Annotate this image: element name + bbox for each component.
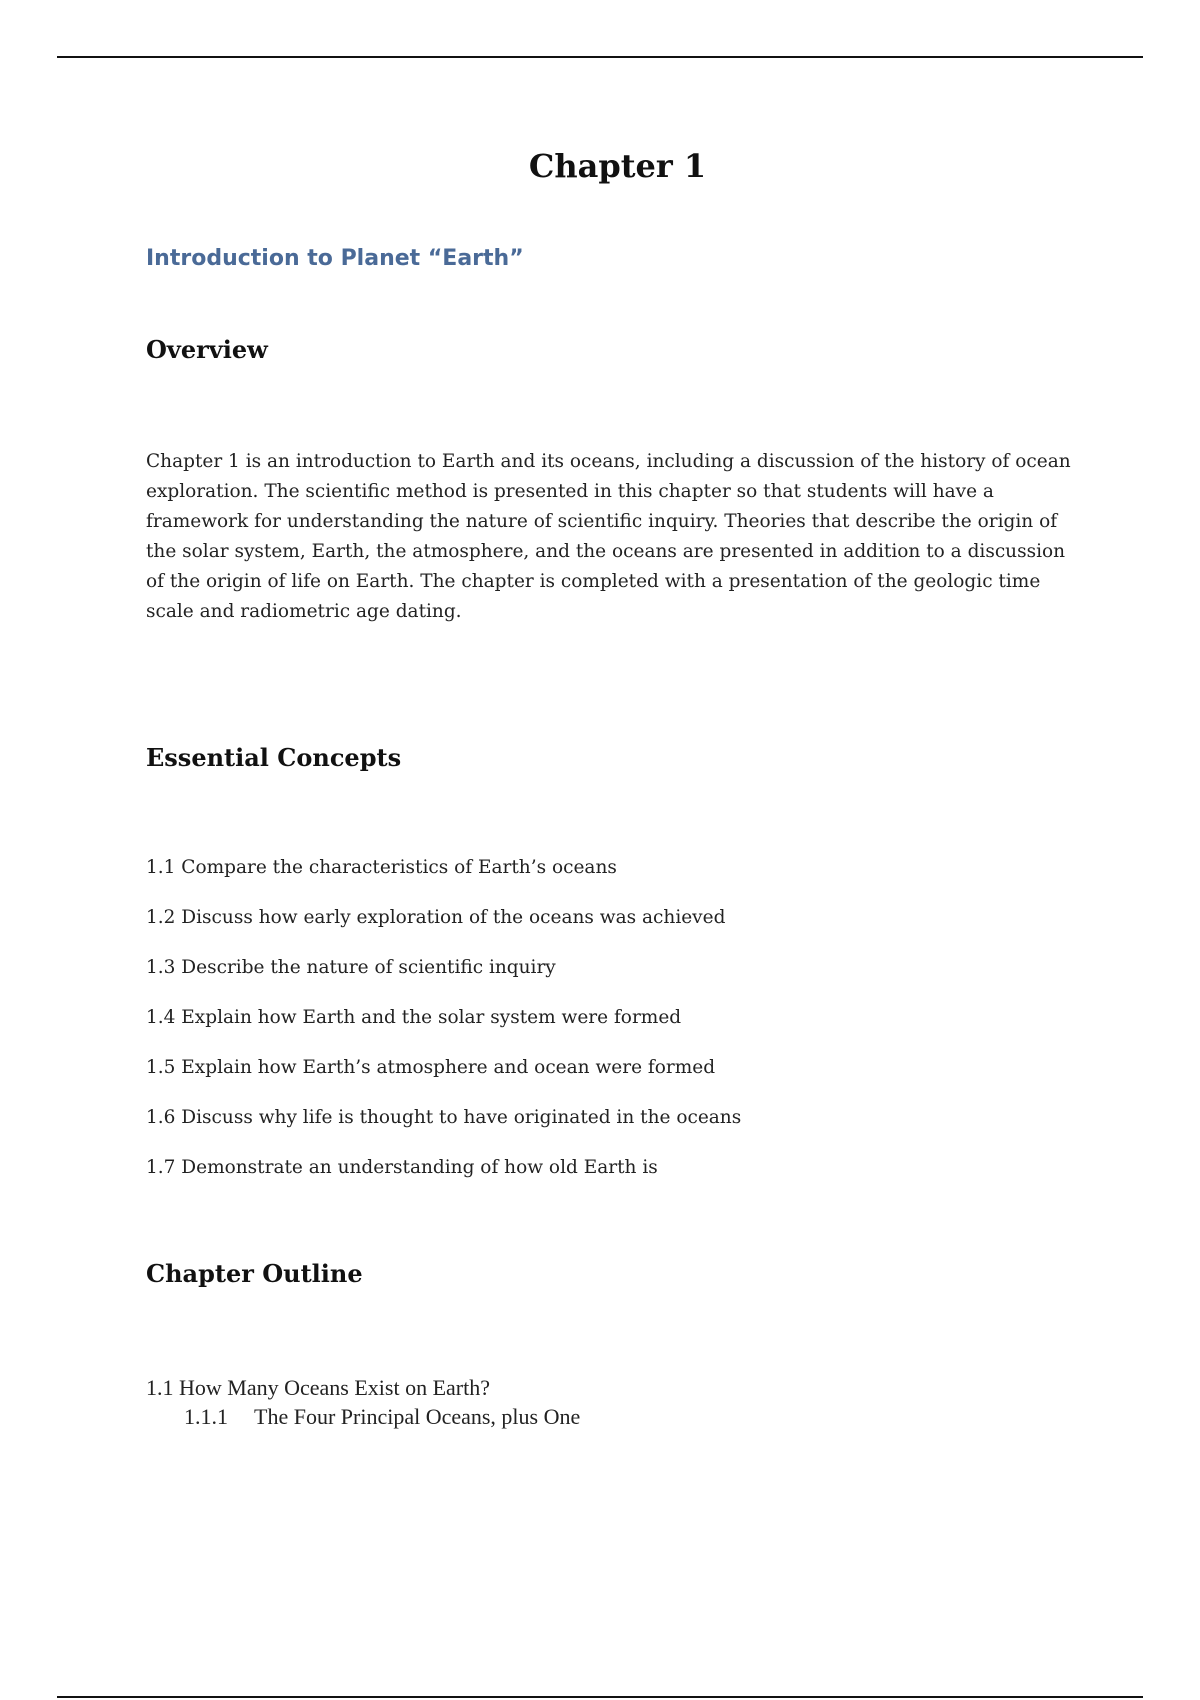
chapter-subtitle: Introduction to Planet “Earth” — [146, 246, 524, 271]
essential-concepts-list — [146, 855, 741, 1205]
overview-heading: Overview — [146, 335, 268, 364]
concept-item: 1.5 Explain how Earth’s atmosphere and ocean were formed — [146, 1057, 716, 1078]
concept-item: 1.1 Compare the characteristics of Earth’s oceans — [146, 857, 617, 878]
chapter-title: Chapter 1 — [528, 147, 707, 185]
outline-item-number: 1.1.1 — [184, 1404, 228, 1429]
outline-item-level2 — [184, 1402, 580, 1432]
top-rule — [57, 56, 1143, 58]
concept-item: 1.4 Explain how Earth and the solar system were formed — [146, 1007, 682, 1028]
chapter-outline-heading: Chapter Outline — [146, 1259, 363, 1288]
overview-paragraph: Chapter 1 is an introduction to Earth and its oceans, including a discussion of the history of ocean exploration. The scientific method is presented in this chapter so that students will have a framework for understanding the nature of scientific inquiry. Theories that describe the origin of the solar system, Earth, the atmosphere, and the oceans are presented in addition to a discussion of the origin of life on Earth. The chapter is completed with a presentation of the geologic time scale and radiometric age dating. — [146, 451, 1071, 622]
essential-concepts-heading: Essential Concepts — [146, 743, 402, 772]
concept-item: 1.7 Demonstrate an understanding of how old Earth is — [146, 1157, 658, 1178]
concept-item: 1.2 Discuss how early exploration of the oceans was achieved — [146, 907, 726, 928]
concept-item: 1.6 Discuss why life is thought to have originated in the oceans — [146, 1107, 742, 1128]
outline-item-level1: 1.1 How Many Oceans Exist on Earth? — [146, 1375, 490, 1400]
outline-item-text: The Four Principal Oceans, plus One — [254, 1404, 581, 1429]
concept-item: 1.3 Describe the nature of scientific inquiry — [146, 957, 556, 978]
bottom-rule — [57, 1696, 1143, 1698]
